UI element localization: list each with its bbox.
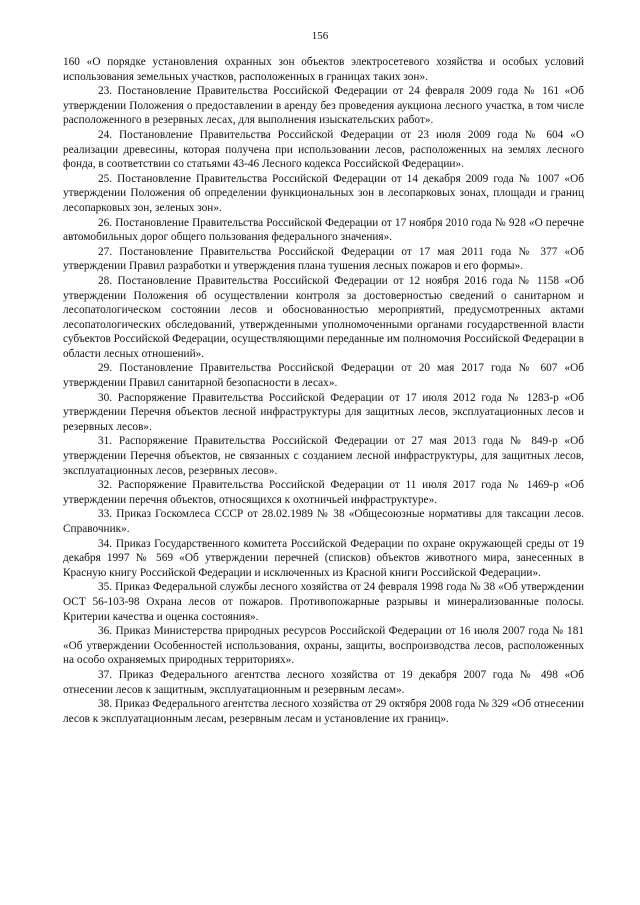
list-item: 32. Распоряжение Правительства Российской Федерации от 11 июля 2017 года № 1469-р «Об утверждении перечня объектов, относящихся к охотничьей инфраструктуре». xyxy=(63,479,584,506)
list-item: 160 «О порядке установления охранных зон объектов электросетевого хозяйства и особых условий использования земельных участков, расположенных в границах таких зон». xyxy=(63,56,584,83)
document-body xyxy=(63,55,584,726)
list-item: 37. Приказ Федерального агентства лесного хозяйства от 19 декабря 2007 года № 498 «Об отнесении лесов к защитным, эксплуатационным и резервным лесам». xyxy=(63,668,584,696)
list-item: 23. Постановление Правительства Российской Федерации от 24 февраля 2009 года № 161 «Об утверждении Положения о предоставлении в аренду без проведения аукциона лесного участка, в том числе расположенного в резервных лесах, для выполнения изыскательских работ». xyxy=(63,85,584,127)
list-item: 35. Приказ Федеральной службы лесного хозяйства от 24 февраля 1998 года № 38 «Об утверждении ОСТ 56-103-98 Охрана лесов от пожаров. Противопожарные разрывы и минерализованные полосы. Критерии качества и оценка состояния». xyxy=(63,581,584,623)
list-item: 36. Приказ Министерства природных ресурсов Российской Федерации от 16 июля 2007 года № 181 «Об утверждении Особенностей использования, охраны, защиты, воспроизводства лесов, расположенных на особо охраняемых природных территориях». xyxy=(63,625,584,667)
list-item: 34. Приказ Государственного комитета Российской Федерации по охране окружающей среды от 19 декабря 1997 № 569 «Об утверждении перечней (списков) объектов животного мира, занесенных в Красную книгу Российской Федерации и исключенных из Красной книги Российской Федерации». xyxy=(63,537,584,579)
list-item: 30. Распоряжение Правительства Российской Федерации от 17 июля 2012 года № 1283-р «Об утверждении Перечня объектов лесной инфраструктуры для защитных лесов, эксплуатационных лесов и резервных лесов». xyxy=(63,391,584,433)
list-item: 24. Постановление Правительства Российской Федерации от 23 июля 2009 года № 604 «О реализации древесины, которая получена при использовании лесов, расположенных на землях лесного фонда, в соответствии со статьями 43-46 Лесного кодекса Российской Федерации». xyxy=(63,128,584,171)
page-number: 156 xyxy=(311,30,329,42)
list-item: 25. Постановление Правительства Российской Федерации от 14 декабря 2009 года № 1007 «Об утверждении Положения об определении функциональных зон в лесопарковых зонах, площади и границ лесопарковых зон, зеленых зон». xyxy=(63,172,584,214)
list-item: 28. Постановление Правительства Российской Федерации от 12 ноября 2016 года № 1158 «Об утверждении Положения об осуществлении контроля за достоверностью сведений о санитарном и лесопатологическом состоянии лесов и обоснованностью мероприятий, предусмотренных актами лесопатологических обследований, утвержденными уполномоченными органами государственной власти субъектов Российской Федерации, осуществляющими переданные им полномочия Российской Федерации в области лесных отношений». xyxy=(63,274,584,360)
list-item: 29. Постановление Правительства Российской Федерации от 20 мая 2017 года № 607 «Об утверждении Правил санитарной безопасности в лесах». xyxy=(63,362,584,390)
list-item: 26. Постановление Правительства Российской Федерации от 17 ноября 2010 года № 928 «О перечне автомобильных дорог общего пользования федерального значения». xyxy=(63,216,584,244)
list-item: 31. Распоряжение Правительства Российской Федерации от 27 мая 2013 года № 849-р «Об утверждении Перечня объектов, не связанных с созданием лесной инфраструктуры, для защитных лесов, эксплуатационных лесов, резервных лесов». xyxy=(63,435,584,477)
list-item: 27. Постановление Правительства Российской Федерации от 17 мая 2011 года № 377 «Об утверждении Правил разработки и утверждения плана тушения лесных пожаров и его формы». xyxy=(63,245,584,273)
list-item: 33. Приказ Госкомлеса СССР от 28.02.1989 № 38 «Общесоюзные нормативы для таксации лесов. Справочник». xyxy=(63,508,584,535)
list-item: 38. Приказ Федерального агентства лесного хозяйства от 29 октября 2008 года № 329 «Об отнесении лесов к эксплуатационным лесам, резервным лесам и установление их границ». xyxy=(63,698,584,725)
